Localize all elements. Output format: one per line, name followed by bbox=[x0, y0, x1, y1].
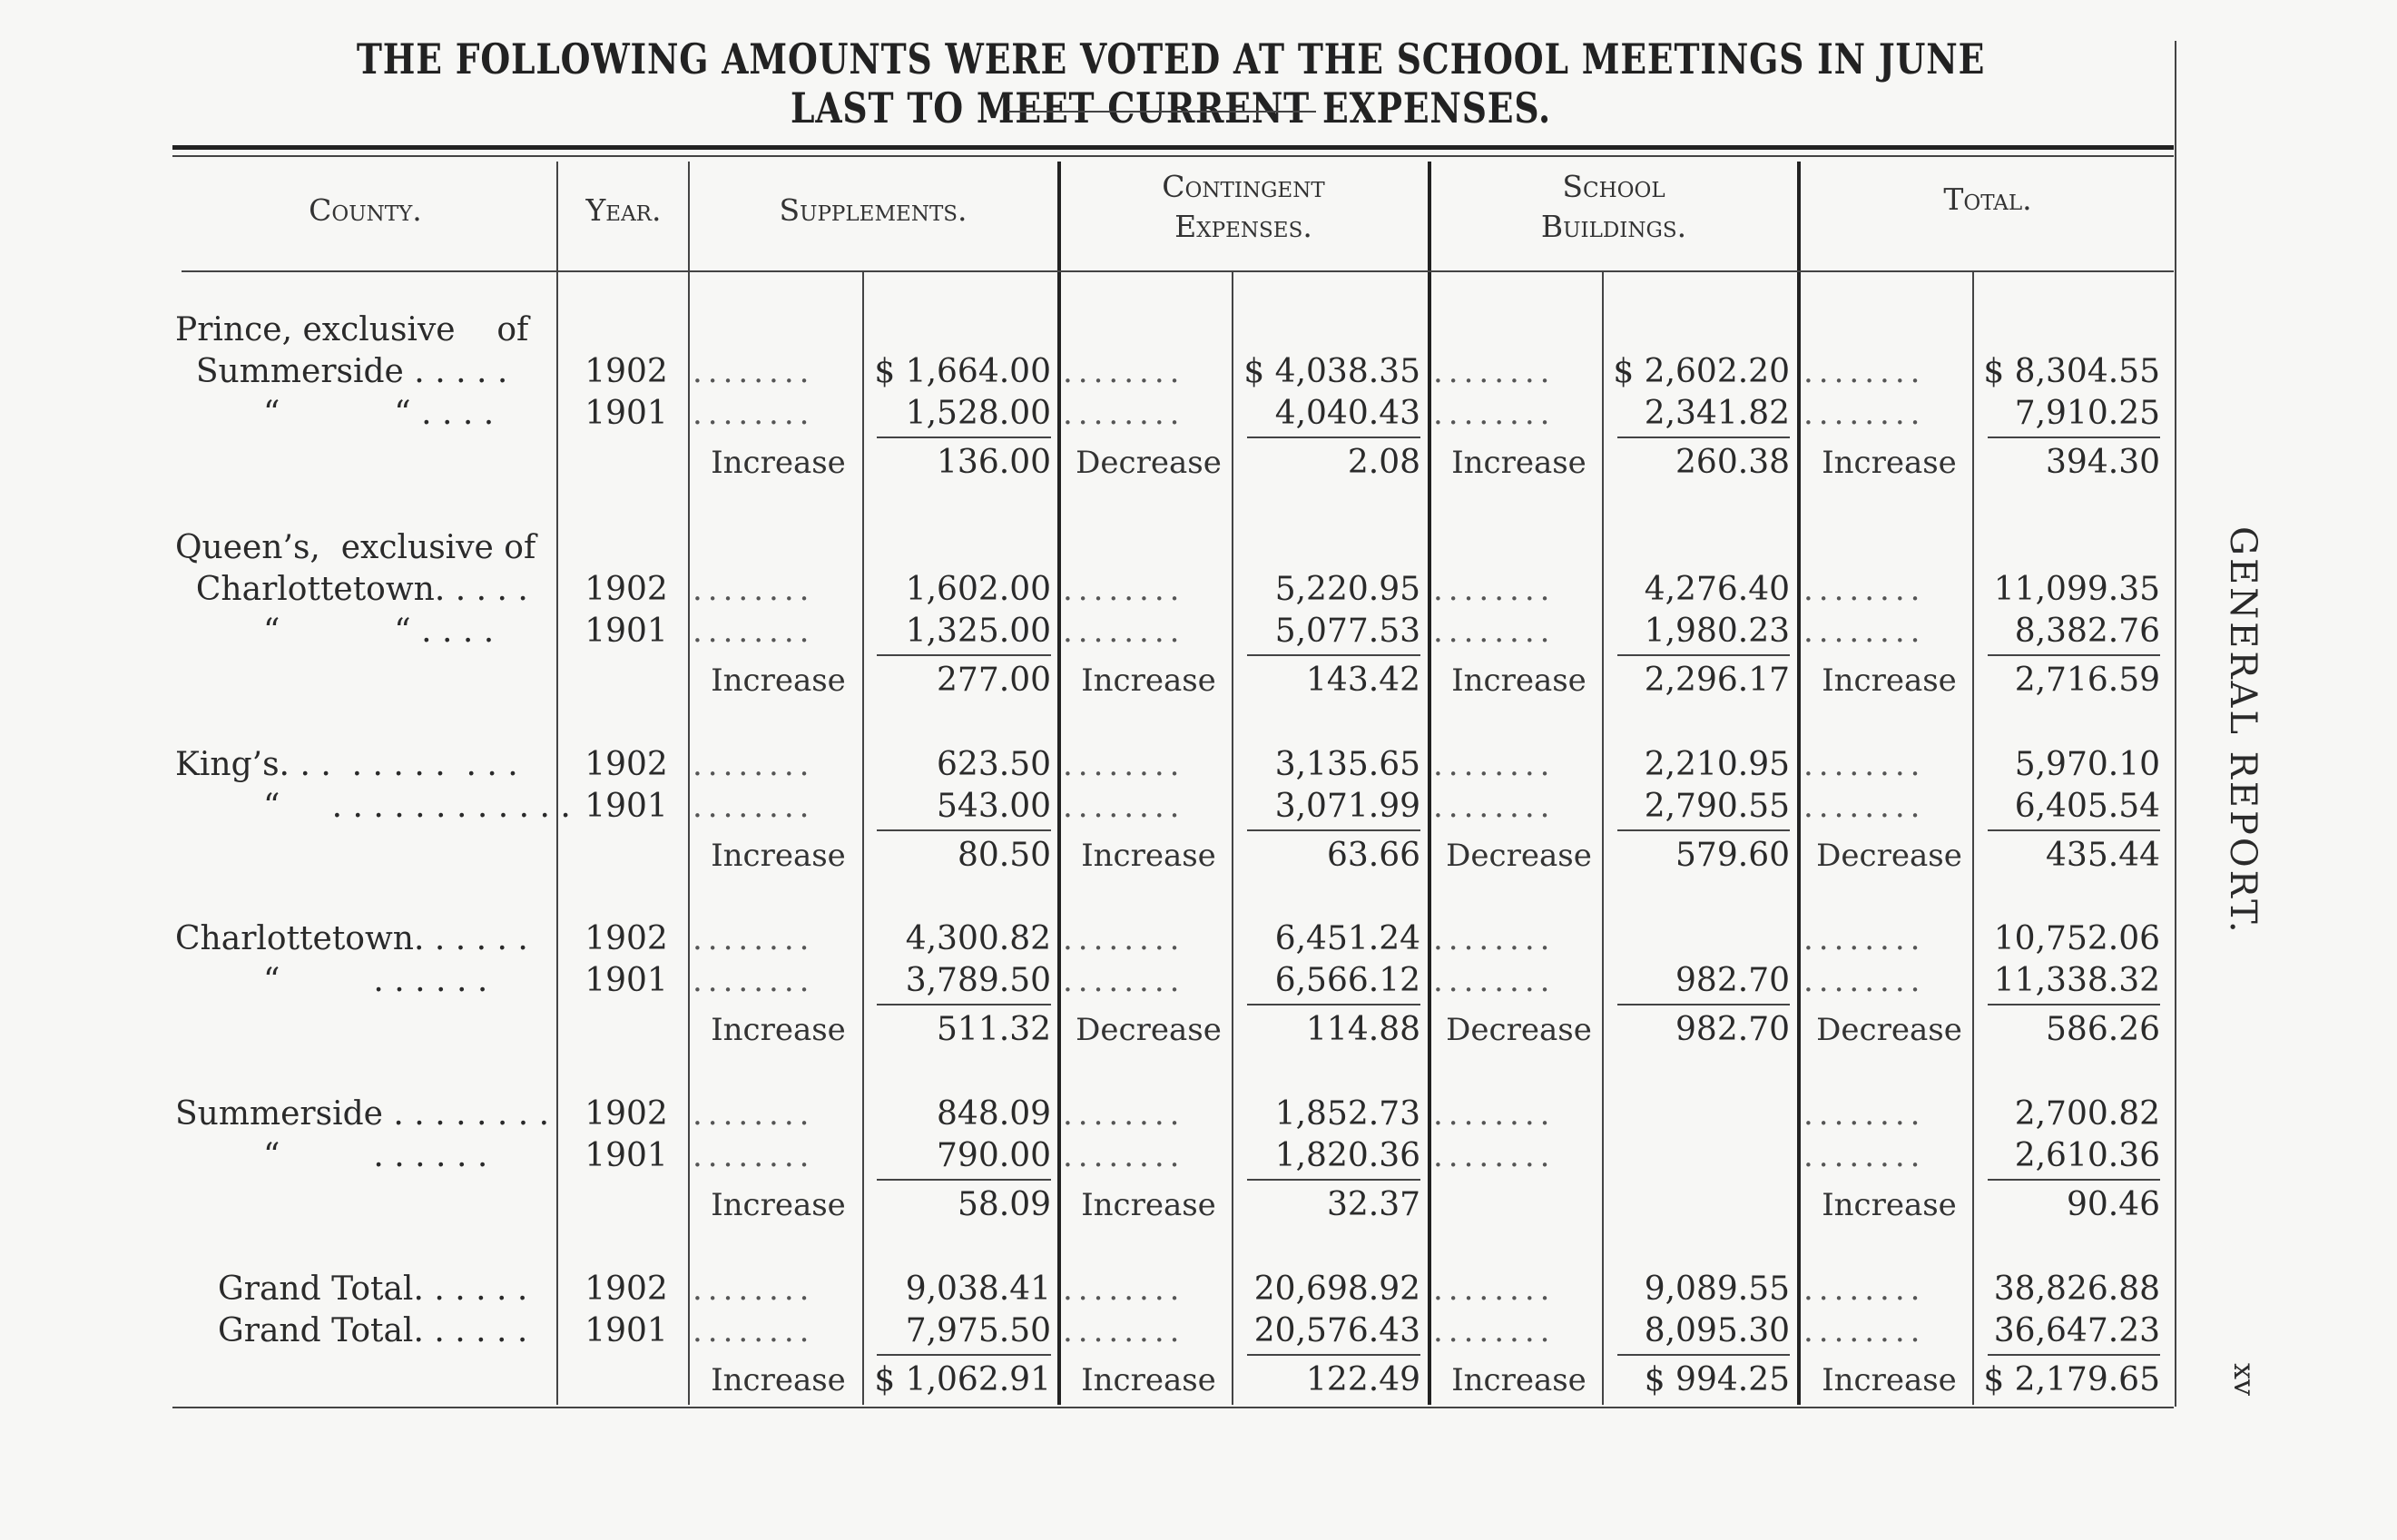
county-name-line1: Queen’s, exclusive of bbox=[175, 529, 536, 566]
change-label: Increase bbox=[1822, 662, 1957, 699]
leader-dots: ........ bbox=[693, 613, 815, 650]
change-value: 2,296.17 bbox=[1644, 662, 1790, 699]
value-1901: 982.70 bbox=[1675, 962, 1790, 999]
leader-dots: ........ bbox=[693, 921, 815, 957]
value-1902: 9,038.41 bbox=[905, 1270, 1051, 1308]
change-label: Increase bbox=[1081, 1362, 1216, 1398]
leader-dots: ........ bbox=[693, 1271, 815, 1308]
page-right-border bbox=[2175, 41, 2176, 1407]
sum-rule bbox=[1247, 654, 1420, 656]
change-value: 435.44 bbox=[2046, 837, 2160, 874]
leader-dots: ........ bbox=[1063, 396, 1185, 432]
value-1901: 3,789.50 bbox=[905, 962, 1051, 999]
sum-rule bbox=[1247, 829, 1420, 831]
value-1902: 4,300.82 bbox=[905, 920, 1051, 957]
value-1901: 1,980.23 bbox=[1644, 613, 1790, 650]
header-total: Total. bbox=[1943, 181, 2032, 217]
grand-total-label-1902: Grand Total. . . . . . bbox=[218, 1270, 528, 1308]
change-label: Increase bbox=[1451, 662, 1587, 699]
header-contingent-line1: Contingent bbox=[1162, 169, 1325, 204]
county-name-line1: Prince, exclusive of bbox=[175, 311, 529, 348]
value-1901: 5,077.53 bbox=[1274, 613, 1420, 650]
leader-dots: ........ bbox=[693, 1096, 815, 1133]
county-name: King’s. . . . . . . . . . . bbox=[175, 746, 518, 783]
leader-dots: ........ bbox=[693, 396, 815, 432]
change-value: $ 994.25 bbox=[1644, 1361, 1790, 1398]
header-county: County. bbox=[309, 192, 422, 228]
leader-dots: ........ bbox=[1063, 613, 1185, 650]
leader-dots: ........ bbox=[1803, 921, 1926, 957]
value-1902: 38,826.88 bbox=[1993, 1270, 2160, 1308]
value-1901: 790.00 bbox=[937, 1137, 1051, 1174]
change-label: Decrease bbox=[1076, 1012, 1222, 1048]
change-label: Increase bbox=[1081, 662, 1216, 699]
title-underline bbox=[1007, 111, 1316, 113]
change-value: 114.88 bbox=[1306, 1011, 1420, 1048]
change-label: Increase bbox=[1081, 1187, 1216, 1223]
change-value: 32.37 bbox=[1326, 1186, 1420, 1223]
value-1902: 20,698.92 bbox=[1253, 1270, 1420, 1308]
value-1901: 8,382.76 bbox=[2014, 613, 2160, 650]
year-1902: 1902 bbox=[585, 353, 668, 390]
sum-rule bbox=[1988, 1004, 2160, 1005]
sum-rule bbox=[1988, 436, 2160, 438]
value-1901: 1,820.36 bbox=[1274, 1137, 1420, 1174]
value-1901: 8,095.30 bbox=[1644, 1312, 1790, 1349]
sum-rule bbox=[1247, 1354, 1420, 1356]
change-value: 277.00 bbox=[937, 662, 1051, 699]
change-label: Increase bbox=[1822, 1362, 1957, 1398]
table-top-rule-thick bbox=[172, 145, 2174, 150]
page-number: xv bbox=[2227, 1362, 2262, 1397]
leader-dots: ........ bbox=[1063, 789, 1185, 825]
leader-dots: ........ bbox=[1433, 789, 1556, 825]
column-divider bbox=[1428, 162, 1431, 1405]
value-1902: 6,451.24 bbox=[1274, 920, 1420, 957]
column-divider bbox=[1797, 162, 1801, 1405]
county-ditto-line: “ “ . . . . bbox=[263, 395, 495, 432]
header-contingent-line2: Expenses. bbox=[1174, 209, 1312, 244]
sum-rule bbox=[1617, 1004, 1790, 1005]
leader-dots: ........ bbox=[1803, 1096, 1926, 1133]
change-value: 394.30 bbox=[2046, 444, 2160, 481]
leader-dots: ........ bbox=[1433, 1271, 1556, 1308]
county-ditto-line: “ . . . . . . . . . . . . bbox=[263, 788, 571, 825]
year-1902: 1902 bbox=[585, 920, 668, 957]
change-value: 511.32 bbox=[937, 1011, 1051, 1048]
sum-rule bbox=[877, 654, 1051, 656]
change-label: Increase bbox=[711, 1187, 846, 1223]
leader-dots: ........ bbox=[1433, 921, 1556, 957]
change-label: Decrease bbox=[1076, 445, 1222, 481]
change-label: Decrease bbox=[1446, 1012, 1592, 1048]
value-1902: 1,602.00 bbox=[905, 571, 1051, 608]
value-1902: 2,210.95 bbox=[1644, 746, 1790, 783]
year-1902: 1902 bbox=[585, 1095, 668, 1133]
leader-dots: ........ bbox=[1433, 613, 1556, 650]
change-value: 2.08 bbox=[1347, 444, 1420, 481]
leader-dots: ........ bbox=[1063, 1313, 1185, 1349]
county-name-line2: Charlottetown. . . . . bbox=[175, 571, 528, 608]
value-1901: 2,610.36 bbox=[2014, 1137, 2160, 1174]
change-value: 260.38 bbox=[1675, 444, 1790, 481]
leader-dots: ........ bbox=[1803, 1271, 1926, 1308]
sum-rule bbox=[877, 1179, 1051, 1181]
value-1901: 543.00 bbox=[937, 788, 1051, 825]
value-1901: 1,528.00 bbox=[905, 395, 1051, 432]
year-1901: 1901 bbox=[585, 962, 668, 999]
header-school-line2: Buildings. bbox=[1540, 209, 1687, 244]
value-1901: 3,071.99 bbox=[1274, 788, 1420, 825]
sum-rule bbox=[1988, 654, 2160, 656]
leader-dots: ........ bbox=[1433, 572, 1556, 608]
leader-dots: ........ bbox=[1803, 747, 1926, 783]
change-label: Increase bbox=[711, 1362, 846, 1398]
leader-dots: ........ bbox=[1433, 354, 1556, 390]
leader-dots: ........ bbox=[1063, 963, 1185, 999]
column-divider bbox=[556, 162, 558, 1405]
value-1902: 4,276.40 bbox=[1644, 571, 1790, 608]
leader-dots: ........ bbox=[1803, 572, 1926, 608]
header-supplements: Supplements. bbox=[779, 192, 968, 228]
change-label: Increase bbox=[711, 662, 846, 699]
leader-dots: ........ bbox=[1063, 1096, 1185, 1133]
change-value: 143.42 bbox=[1306, 662, 1420, 699]
change-value: 586.26 bbox=[2046, 1011, 2160, 1048]
leader-dots: ........ bbox=[1433, 747, 1556, 783]
sum-rule bbox=[1617, 829, 1790, 831]
sum-rule bbox=[1247, 436, 1420, 438]
leader-dots: ........ bbox=[1803, 789, 1926, 825]
value-1901: 6,405.54 bbox=[2014, 788, 2160, 825]
leader-dots: ........ bbox=[1063, 747, 1185, 783]
header-school-line1: School bbox=[1562, 169, 1665, 204]
change-value: 58.09 bbox=[957, 1186, 1051, 1223]
leader-dots: ........ bbox=[1803, 396, 1926, 432]
leader-dots: ........ bbox=[693, 354, 815, 390]
leader-dots: ........ bbox=[1063, 921, 1185, 957]
leader-dots: ........ bbox=[1433, 1096, 1556, 1133]
year-1901: 1901 bbox=[585, 788, 668, 825]
value-1902: 2,700.82 bbox=[2014, 1095, 2160, 1133]
value-1901: 36,647.23 bbox=[1993, 1312, 2160, 1349]
value-1902: 9,089.55 bbox=[1644, 1270, 1790, 1308]
leader-dots: ........ bbox=[1803, 354, 1926, 390]
leader-dots: ........ bbox=[1433, 1138, 1556, 1174]
value-1902: 848.09 bbox=[937, 1095, 1051, 1133]
year-1901: 1901 bbox=[585, 613, 668, 650]
change-label: Increase bbox=[1081, 838, 1216, 874]
change-value: 982.70 bbox=[1675, 1011, 1790, 1048]
sum-rule bbox=[877, 1004, 1051, 1005]
sum-rule bbox=[1617, 654, 1790, 656]
year-1902: 1902 bbox=[585, 1270, 668, 1308]
change-label: Increase bbox=[1451, 445, 1587, 481]
sum-rule bbox=[1988, 1354, 2160, 1356]
sum-rule bbox=[877, 436, 1051, 438]
value-1902: 623.50 bbox=[937, 746, 1051, 783]
sum-rule bbox=[1247, 1179, 1420, 1181]
value-1901: 7,975.50 bbox=[905, 1312, 1051, 1349]
value-1901: 20,576.43 bbox=[1253, 1312, 1420, 1349]
year-1901: 1901 bbox=[585, 1137, 668, 1174]
leader-dots: ........ bbox=[693, 789, 815, 825]
table-top-rule-thin bbox=[172, 155, 2174, 157]
leader-dots: ........ bbox=[1063, 572, 1185, 608]
value-1902: $ 4,038.35 bbox=[1243, 353, 1420, 390]
change-label: Decrease bbox=[1816, 1012, 1962, 1048]
column-divider bbox=[1057, 162, 1061, 1405]
value-1901: 7,910.25 bbox=[2014, 395, 2160, 432]
sum-rule bbox=[877, 1354, 1051, 1356]
change-value: $ 2,179.65 bbox=[1983, 1361, 2160, 1398]
value-1902: 5,220.95 bbox=[1274, 571, 1420, 608]
leader-dots: ........ bbox=[693, 572, 815, 608]
value-1901: 2,341.82 bbox=[1644, 395, 1790, 432]
sum-rule bbox=[1617, 436, 1790, 438]
change-value: $ 1,062.91 bbox=[874, 1361, 1051, 1398]
year-1901: 1901 bbox=[585, 1312, 668, 1349]
value-1902: $ 1,664.00 bbox=[874, 353, 1051, 390]
leader-dots: ........ bbox=[693, 747, 815, 783]
change-value: 63.66 bbox=[1326, 837, 1420, 874]
leader-dots: ........ bbox=[693, 963, 815, 999]
grand-total-label-1901: Grand Total. . . . . . bbox=[218, 1312, 528, 1349]
change-label: Increase bbox=[711, 1012, 846, 1048]
leader-dots: ........ bbox=[1063, 1271, 1185, 1308]
leader-dots: ........ bbox=[1803, 1313, 1926, 1349]
county-ditto-line: “ . . . . . . bbox=[263, 1137, 488, 1174]
change-label: Increase bbox=[1822, 1187, 1957, 1223]
header-year: Year. bbox=[585, 192, 662, 228]
sum-rule bbox=[1988, 1179, 2160, 1181]
year-1902: 1902 bbox=[585, 746, 668, 783]
value-1901: 1,325.00 bbox=[905, 613, 1051, 650]
value-1902: 5,970.10 bbox=[2014, 746, 2160, 783]
leader-dots: ........ bbox=[1803, 1138, 1926, 1174]
change-value: 136.00 bbox=[937, 444, 1051, 481]
change-value: 90.46 bbox=[2066, 1186, 2160, 1223]
county-name: Charlottetown. . . . . . bbox=[175, 920, 528, 957]
change-value: 2,716.59 bbox=[2014, 662, 2160, 699]
change-label: Increase bbox=[711, 445, 846, 481]
table-bottom-rule bbox=[172, 1407, 2174, 1408]
value-1902: 11,099.35 bbox=[1993, 571, 2160, 608]
leader-dots: ........ bbox=[1803, 613, 1926, 650]
value-1902: $ 2,602.20 bbox=[1613, 353, 1790, 390]
leader-dots: ........ bbox=[1063, 1138, 1185, 1174]
sum-rule bbox=[1247, 1004, 1420, 1005]
county-ditto-line: “ . . . . . . bbox=[263, 962, 488, 999]
sum-rule bbox=[1988, 829, 2160, 831]
change-label: Increase bbox=[711, 838, 846, 874]
value-1901: 2,790.55 bbox=[1644, 788, 1790, 825]
leader-dots: ........ bbox=[693, 1138, 815, 1174]
leader-dots: ........ bbox=[1433, 396, 1556, 432]
change-label: Decrease bbox=[1446, 838, 1592, 874]
page-title: THE FOLLOWING AMOUNTS WERE VOTED AT THE SCHOOL MEETINGS IN JUNE LAST TO MEET CURRENT EXPENSES. bbox=[356, 34, 1986, 132]
value-1902: $ 8,304.55 bbox=[1983, 353, 2160, 390]
value-1902: 3,135.65 bbox=[1274, 746, 1420, 783]
change-label: Increase bbox=[1822, 445, 1957, 481]
value-1901: 11,338.32 bbox=[1993, 962, 2160, 999]
value-1902: 10,752.06 bbox=[1993, 920, 2160, 957]
sum-rule bbox=[1617, 1354, 1790, 1356]
change-value: 122.49 bbox=[1306, 1361, 1420, 1398]
leader-dots: ........ bbox=[1433, 1313, 1556, 1349]
sum-rule bbox=[877, 829, 1051, 831]
county-name: Summerside . . . . . . . . bbox=[175, 1095, 550, 1133]
value-1901: 6,566.12 bbox=[1274, 962, 1420, 999]
year-1902: 1902 bbox=[585, 571, 668, 608]
change-value: 579.60 bbox=[1675, 837, 1790, 874]
value-1902: 1,852.73 bbox=[1274, 1095, 1420, 1133]
change-label: Decrease bbox=[1816, 838, 1962, 874]
change-label: Increase bbox=[1451, 1362, 1587, 1398]
county-name-line2: Summerside . . . . . bbox=[175, 353, 508, 390]
side-running-title: GENERAL REPORT. bbox=[2222, 526, 2264, 936]
change-value: 80.50 bbox=[957, 837, 1051, 874]
county-ditto-line: “ “ . . . . bbox=[263, 613, 495, 650]
leader-dots: ........ bbox=[1433, 963, 1556, 999]
year-1901: 1901 bbox=[585, 395, 668, 432]
value-1901: 4,040.43 bbox=[1274, 395, 1420, 432]
leader-dots: ........ bbox=[1803, 963, 1926, 999]
leader-dots: ........ bbox=[1063, 354, 1185, 390]
leader-dots: ........ bbox=[693, 1313, 815, 1349]
header-underline bbox=[182, 270, 2174, 272]
